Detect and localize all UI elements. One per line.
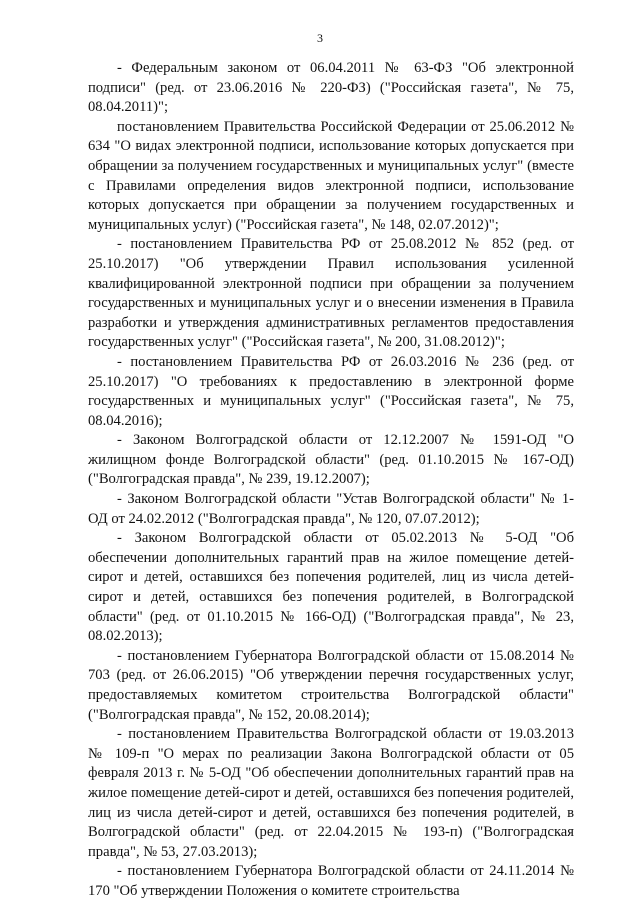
paragraph: - постановлением Губернатора Волгоградской области от 15.08.2014 № 703 (ред. от 26.06.2015) "Об утверждении перечня государственных услуг, предоставляемых комитетом строительства Волгоградской области" ("Волгоградская правда", № 152, 20.08.2014);: [88, 647, 574, 723]
paragraph: - Законом Волгоградской области от 12.12.2007 № 1591-ОД "О жилищном фонде Волгоградской области" (ред. 01.10.2015 № 167-ОД) ("Волгоградская правда", № 239, 19.12.2007);: [88, 432, 574, 488]
paragraph: - Законом Волгоградской области от 05.02.2013 № 5-ОД "Об обеспечении дополнительных гарантий прав на жилое помещение детей-сирот и детей, оставшихся без попечения родителей, лиц из числа детей-сирот и детей, оставшихся без попечения родителей, в Волгоградской области" (ред. от 01.10.2015 № 166-ОД) ("Волгоградская правда", № 23, 08.02.2013);: [88, 530, 574, 645]
paragraph: постановлением Правительства Российской Федерации от 25.06.2012 № 634 "О видах электронной подписи, использование которых допускается при обращении за получением государственных и муниципальных услуг" (вместе с Правилами определения видов электронной подписи, использование которых допускается при обращении за получением государственных и муниципальных услуг) ("Российская газета", № 148, 02.07.2012)";: [88, 118, 574, 233]
paragraph: - постановлением Правительства РФ от 25.08.2012 № 852 (ред. от 25.10.2017) "Об утверждении Правил использования усиленной квалифицированной электронной подписи при обращении за получением государственных и муниципальных услуг и о внесении изменения в Правила разработки и утверждения административных регламентов предоставления государственных услуг" ("Российская газета", № 200, 31.08.2012)";: [88, 236, 574, 351]
page-number: 3: [317, 31, 323, 45]
paragraph: - Законом Волгоградской области "Устав Волгоградской области" № 1-ОД от 24.02.2012 ("Волгоградская правда", № 120, 07.07.2012);: [88, 491, 574, 527]
document-body: [88, 59, 574, 902]
paragraph: - постановлением Правительства РФ от 26.03.2016 № 236 (ред. от 25.10.2017) "О требованиях к предоставлению в электронной форме государственных и муниципальных услуг" ("Российская газета", № 75, 08.04.2016);: [88, 353, 574, 429]
paragraph: - Федеральным законом от 06.04.2011 № 63-ФЗ "Об электронной подписи" (ред. от 23.06.2016 № 220-ФЗ) ("Российская газета", № 75, 08.04.2011)";: [88, 60, 574, 116]
paragraph: - постановлением Правительства Волгоградской области от 19.03.2013 № 109-п "О мерах по реализации Закона Волгоградской области от 05 февраля 2013 г. № 5-ОД "Об обеспечении дополнительных гарантий прав на жилое помещение детей-сирот и детей, оставшихся без попечения родителей, лиц из числа детей-сирот и детей, оставшихся без попечения родителей, в Волгоградской области" (ред. от 22.04.2015 № 193-п) ("Волгоградская правда", № 53, 27.03.2013);: [88, 726, 574, 860]
paragraph: - постановлением Губернатора Волгоградской области от 24.11.2014 № 170 "Об утверждении Положения о комитете строительства: [88, 863, 574, 899]
